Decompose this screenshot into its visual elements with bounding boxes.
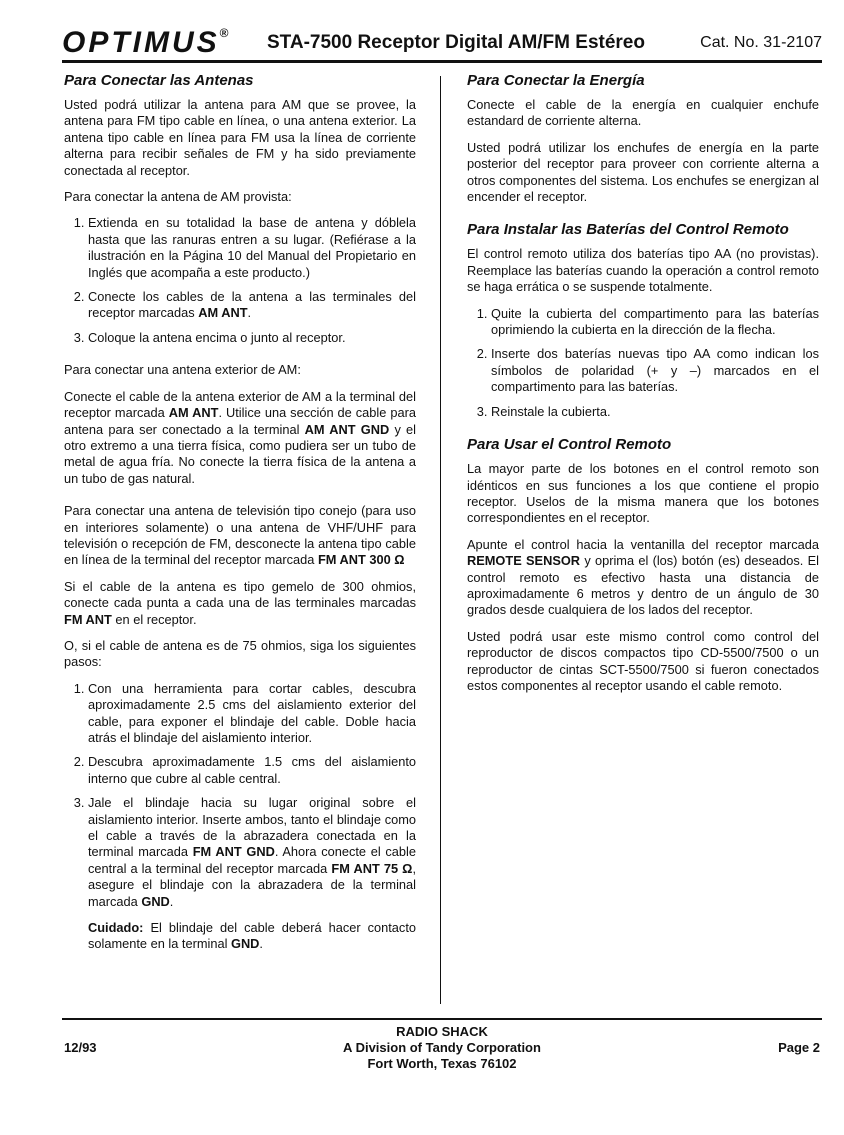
list-item: 2. Descubra aproximadamente 1.5 cms del aislamiento interno que cubre al cable central.: [88, 754, 416, 787]
tv-antenna-text: [64, 503, 416, 569]
text-part: Si el cable de la antena es tipo gemelo de 300 ohmios, conecte cada punta a cada una de las terminales marcadas: [64, 578, 416, 611]
remote-text-1: La mayor parte de los botones en el control remoto son idénticos en sus funciones a los que contiene el propio receptor. Uselos de la misma manera que los botones correspondientes en el receptor.: [467, 461, 819, 526]
page-number: Page 2: [778, 1040, 820, 1055]
heading-antennas: Para Conectar las Antenas: [64, 72, 254, 89]
footer-company: [242, 1024, 642, 1072]
column-divider: [440, 76, 441, 1004]
coax-steps-list: [64, 681, 416, 910]
twin-lead-text: [64, 579, 416, 628]
footer-date: 12/93: [64, 1040, 97, 1055]
left-column: [64, 72, 416, 963]
header-rule: [62, 60, 822, 63]
list-item: 2. Conecte los cables de la antena a las terminales del receptor marcadas AM ANT.: [88, 289, 416, 322]
terminal-label: FM ANT: [64, 611, 112, 627]
coax-intro: O, si el cable de antena es de 75 ohmios, siga los siguientes pasos:: [64, 637, 416, 670]
power-text-1: Conecte el cable de la energía en cualquier enchufe estandard de corriente alterna.: [467, 97, 819, 129]
antennas-intro: Usted podrá utilizar la antena para AM que se provee, la antena para FM tipo cable en línea, o una antena exterior. La antena tipo cable en línea para FM usa la línea de corriente alterna para recibir señales de FM y ha sido previamente conectada al receptor.: [64, 97, 416, 178]
terminal-label: GND: [230, 936, 260, 952]
batteries-text: El control remoto utiliza dos baterías tipo AA (no provistas). Reemplace las baterías cuando la operación a control remoto se haga errática o se suspende totalmente.: [467, 246, 819, 295]
am-outdoor-text: [64, 389, 416, 487]
terminal-label: FM ANT 300 Ω: [317, 552, 405, 568]
terminal-label: AM ANT: [198, 305, 248, 321]
model-title: STA-7500 Receptor Digital AM/FM Estéreo: [267, 32, 645, 53]
brand-logo: [62, 26, 232, 60]
battery-steps-list: [467, 306, 819, 420]
terminal-label: FM ANT 75 Ω: [331, 860, 413, 876]
footer-rule: [62, 1018, 822, 1020]
terminal-label: AM ANT: [168, 405, 219, 421]
power-text-2: Usted podrá utilizar los enchufes de energía en la parte posterior del receptor para proveer con corriente alterna a otros componentes del sistema. Los enchufes se energizan al encender el receptor.: [467, 139, 819, 205]
text-part: Conecte el cable de la antena exterior de AM a la terminal del receptor marcada: [64, 388, 416, 421]
company-address: Fort Worth, Texas 76102: [367, 1056, 517, 1071]
text-part: y oprima el (los) botón (es) deseados. El control remoto es efectivo hasta una distancia de aproximadamente 6 metros y dentro de un ángulo de 30 grados desde cualquiera de los lados del receptor.: [467, 553, 819, 618]
terminal-label: GND: [141, 893, 170, 909]
caution-text: El blindaje del cable deberá hacer contacto solamente en la terminal: [88, 920, 416, 952]
text-part: . Ahora conecte el cable central a la terminal del receptor marcada: [88, 844, 416, 876]
text-part: . Utilice una sección de cable para antena para ser conectado a la terminal: [64, 405, 416, 437]
heading-remote: Para Usar el Control Remoto: [467, 436, 672, 454]
company-name: RADIO SHACK: [396, 1024, 488, 1039]
caution-note: Cuidado: El blindaje del cable deberá hacer contacto solamente en la terminal GND.: [88, 920, 416, 952]
step-text: Conecte los cables de la antena a las terminales del receptor marcadas: [88, 289, 416, 321]
heading-power: Para Conectar la Energía: [467, 72, 645, 89]
list-item: 3. Reinstale la cubierta.: [491, 404, 819, 420]
list-item: 1. Quite la cubierta del compartimento para las baterías oprimiendo la cubierta en la dirección de la flecha.: [491, 306, 819, 339]
text-part: Jale el blindaje hacia su lugar original sobre el aislamiento interior. Inserte ambos, tanto el blindaje como el cable a través de la abrazadera conectada en la terminal marcada: [88, 795, 416, 860]
remote-text-3: Usted podrá usar este mismo control como control del reproductor de discos compactos tipo CD-5500/7500 o un reproductor de cintas SCT-5500/7500 si fueron conectados estos componentes al receptor usando el cable remoto.: [467, 628, 819, 693]
text-part: en el receptor.: [115, 611, 197, 627]
catalog-number: Cat. No. 31-2107: [700, 34, 822, 51]
am-steps-list: [64, 215, 416, 346]
list-item: 3. Jale el blindaje hacia su lugar original sobre el aislamiento interior. Inserte ambos, tanto el blindaje como el cable a través de la abrazadera conectada en la terminal marcada FM ANT GND. Ahora conecte el cable central a la terminal del receptor marcada FM ANT 75 Ω, asegure el blindaje con la abrazadera de la terminal marcada GND.: [88, 795, 416, 910]
sensor-label: REMOTE SENSOR: [467, 553, 581, 569]
text-part: y el otro extremo a una tierra física, como pudiera ser un tubo de metal de agua fría. No conecte la tierra física de la antena a un tubo de gas natural.: [64, 421, 417, 486]
brand-name: OPTIMUS: [62, 26, 220, 59]
terminal-label: AM ANT GND: [304, 421, 390, 437]
registered-mark: ®: [219, 26, 232, 40]
list-item: 1. Extienda en su totalidad la base de antena y dóblela hasta que las ranuras entren a su lugar. (Refiérase a la ilustración en la Página 10 del Manual del Propietario en Inglés que acompaña a este producto.): [88, 215, 416, 281]
list-item: 2. Inserte dos baterías nuevas tipo AA como indican los símbolos de polaridad (+ y –) marcados en el compartimento para las baterías.: [491, 346, 819, 395]
page-header: [62, 26, 822, 59]
text-part: Apunte el control hacia la ventanilla del receptor marcada: [467, 536, 819, 552]
remote-text-2: [467, 537, 819, 619]
company-division: A Division of Tandy Corporation: [343, 1040, 541, 1055]
right-column: [467, 72, 819, 704]
text-part: , asegure el blindaje con la abrazadera de la terminal marcada: [88, 860, 416, 909]
heading-batteries: Para Instalar las Baterías del Control Remoto: [467, 221, 789, 239]
list-item: 1. Con una herramienta para cortar cables, descubra aproximadamente 2.5 cms del aislamiento exterior del cable, para exponer el blindaje del cable. Doble hacia atrás el blindaje del aislamiento interior.: [88, 681, 416, 747]
am-outdoor-intro: Para conectar una antena exterior de AM:: [64, 362, 301, 378]
terminal-label: FM ANT GND: [192, 844, 275, 860]
list-item: 3. Coloque la antena encima o junto al receptor.: [88, 330, 416, 346]
text-part: Para conectar una antena de televisión tipo conejo (para uso en interiores solamente) o una antena de VHF/UHF para televisión o recepción de FM, desconecte la antena tipo cable en línea de la terminal del receptor marcada: [64, 503, 416, 568]
am-provided-intro: Para conectar la antena de AM provista:: [64, 189, 292, 205]
caution-label: Cuidado:: [88, 920, 144, 936]
